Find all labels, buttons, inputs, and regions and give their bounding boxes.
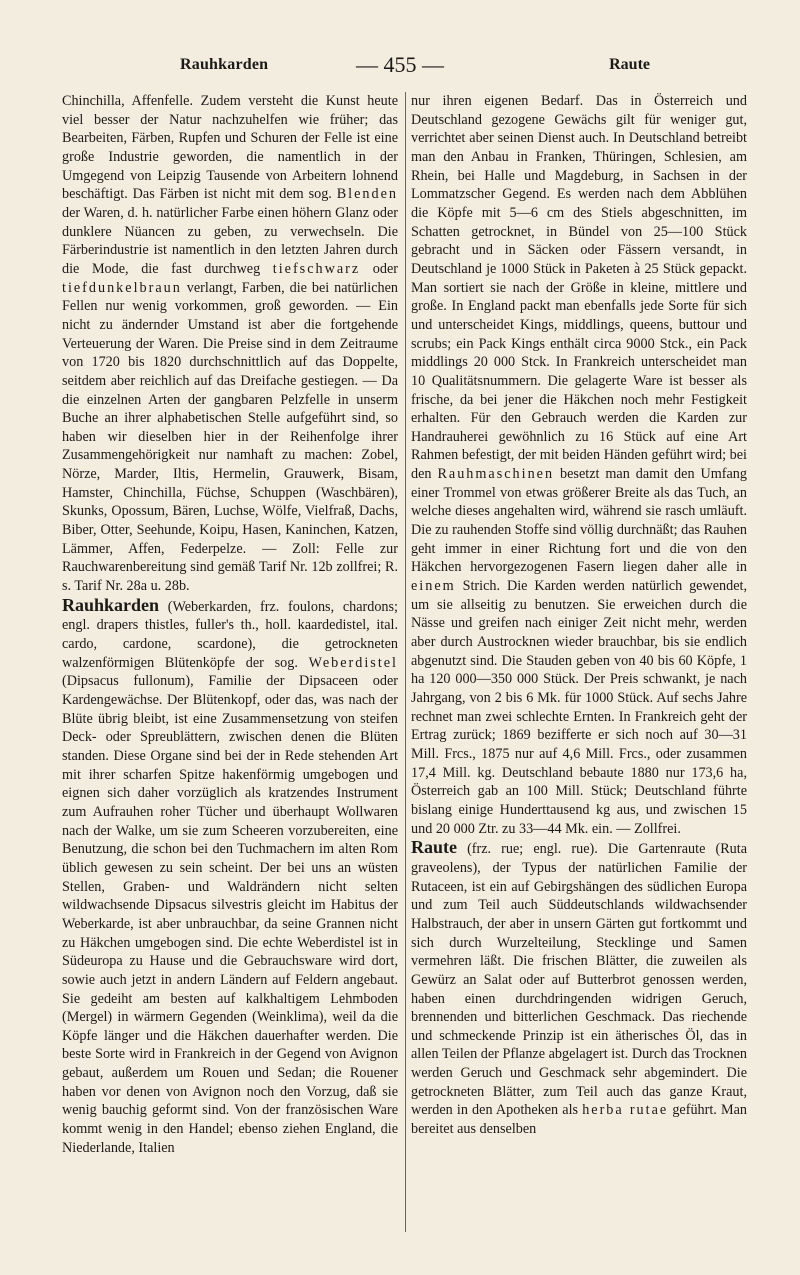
running-header [60, 52, 740, 80]
text-run: (frz. rue; engl. rue). Die Gartenraute (Ruta graveolens), der Typus der natürlichen Familie der Rutaceen, ist ein auf Gebirgshängen des südlichen Europa und zum Teil auch Süddeutschlands wildwachsender Halbstrauch, der aber in unsern Gärten gut fortkommt und sich durch Wurzelteilung, Stecklinge und Samen vermehren läßt. Die frischen Blätter, die zuweilen als Gewürz an Salat oder auf Butterbrot genossen werden, haben einen durchdringenden widrigen Geruch, brennenden und bitterlichen Geschmack. Das riechende und schmeckende Prinzip ist ein ätherisches Öl, das in allen Teilen der Pflanze abgelagert ist. Durch das Trocknen werden Geruch und Geschmack sehr abgemindert. Die getrockneten Blätter, zum Teil auch das ganze Kraut, werden in den Apotheken als [411, 841, 747, 1119]
right-column [411, 92, 747, 1242]
text-run: Strich. Die Karden werden natürlich gewendet, um sie allseitig zu benutzen. Sie erweichen durch die Nässe und greifen nach einiger Zeit nicht mehr, werden aber durch Austrocknen wieder brauchbar, bis sie endlich abgenutzt sind. Die Stauden geben von 40 bis 60 Köpfe, 1 ha 120 000—350 000 Stück. Der Preis schwankt, je nach Jahrgang, von 2 bis 6 Mk. für 1000 Stück. Auf sechs Jahre rechnet man zwei schlechte Ernten. In Frankreich geht der Ertrag zurück; 1869 bezifferte er sich noch auf 30—31 Mill. Frcs., 1875 nur auf 4,6 Mill. Frcs., oder zusammen 17,4 Mill. kg. Deutschland bebaute 1880 nur 173,6 ha, Österreich gab an 100 Mill. Stück; Deutschland führte bislang einige Hunderttausend kg aus, und zwischen 15 und 20 000 Ztr. zu 33—44 Mk. ein. — Zollfrei. [411, 578, 747, 837]
paragraph-pelzwaren-continued [62, 92, 398, 596]
entry-headword: Rauhkarden [62, 594, 160, 615]
page-number: — 455 — [356, 52, 444, 77]
text-run: der Waren, d. h. natürlicher Farbe einen höhern Glanz oder dunklere Nüancen zu geben, zu verwechseln. Die Färberindustrie ist namentlich in den letzten Jahren durch die Mode, die fast durchweg [62, 204, 398, 277]
left-column [62, 92, 398, 1242]
spaced-term: einem [411, 578, 456, 595]
text-run: geführt. Man bereitet aus denselben [411, 1102, 747, 1138]
spaced-term: Weberdistel [308, 654, 398, 671]
text-run: nur ihren eigenen Bedarf. Das in Österreich und Deutschland gezogene Gewächs gilt für weniger gut, verrichtet aber seinen Dienst auch. In Deutschland betreibt man den Anbau in Franken, Thüringen, Schlesien, am Rhein, bei Halle und Magdeburg, in Sachsen in der Lommatzscher Gegend. Es werden nach dem Abblühen die Köpfe mit 5—6 cm des Stiels abgeschnitten, im Schatten getrocknet, in Bündel von 25—100 Stück gebracht und in Säcken oder Fässern versandt, in Deutschland je 1000 Stück in Paketen à 25 Stück gepackt. Man sortiert sie nach der Größe in kleine, mittlere und große. In England packt man ebenfalls jede Sorte für sich und unterscheidet Kings, middlings, queens, buttour und scrubs; ein Pack Kings enthält circa 9000 Stck., ein Pack middlings 20 000 Stck. In Frankreich unterscheidet man 10 Qualitätsnummern. Die gelagerte Ware ist besser als frische, da bei jener die Häkchen noch mehr Festigkeit erhalten. Für den Gebrauch werden die Karden zur Handrauherei gewöhnlich zu 16 Stück auf eine Art Rahmen befestigt, der mit beiden Händen geführt wird; bei den [411, 93, 747, 483]
column-divider [405, 92, 406, 1232]
paragraph-rauhkarden-continued [411, 92, 747, 838]
header-right-keyword: Raute [609, 56, 650, 73]
text-run: (Weberkarden, frz. foulons, chardons; engl. drapers thistles, fuller's th., holl. kaardedistel, ital. cardo, cardone, scardone), die getrockneten walzenförmigen Blütenköpfe der sog. [62, 598, 398, 671]
text-run: Chinchilla, Affenfelle. Zudem versteht die Kunst heute viel besser der Natur nachzuhelfen wie früher; das Bearbeiten, Färben, Rupfen und Schuren der Felle ist eine große Industrie geworden, die namentlich in der Umgegend von Leipzig Tausende von Arbeitern lohnend beschäftigt. Das Färben ist nicht mit dem sog. [62, 93, 398, 203]
entry-headword: Raute [411, 837, 457, 858]
spaced-term: tiefschwarz [272, 260, 361, 277]
entry-rauhkarden [62, 596, 398, 1158]
header-left-keyword: Rauhkarden [180, 56, 269, 73]
spaced-term: herba rutae [582, 1102, 669, 1119]
text-run: oder [360, 260, 398, 277]
entry-raute [411, 838, 747, 1139]
text-run: (Dipsacus fullonum), Familie der Dipsaceen oder Kardengewächse. Der Blütenkopf, oder das, was nach der Blüte übrig bleibt, ist eine Zusammensetzung von steifen Deck- oder Spreublättern, zwischen denen die Blüten standen. Diese Organe sind bei der in Rede stehenden Art mit ihrer scharfen Spitze hakenförmig umgebogen und eignen sich daher vorzüglich als kratzendes Instrument zum Aufrauhen roher Tücher und überhaupt Wollwaren nach der Walke, um sie zum Scheeren vorzubereiten, eine Benutzung, die schon bei den Tuchmachern im alten Rom üblich gewesen zu sein scheint. Der bei uns an wüsten Stellen, Graben- und Waldrändern nicht selten wildwachsende Dipsacus silvestris gleicht im Habitus der Weberkarde, ist aber unbrauchbar, da seine Grannen nicht zu Häkchen umgebogen sind. Die echte Weberdistel ist in Südeuropa zu Hause und die Gebrauchsware wird dort, sowie auch jetzt in andern Ländern auf Feldern angebaut. Sie gedeiht am besten auf kalkhaltigem Lehmboden (Mergel) in wärmern Gegenden (Weinklima), weil da die Köpfe länger und die Häkchen dauerhafter werden. Die beste Sorte wird in Frankreich in der Gegend von Avignon gebaut, außerdem um Rouen und Sedan; die Rouener haben vor denen von Avignon noch den Vorzug, daß sie wenig bauchig geformt sind. Von der französischen Ware kommt wenig in den Handel; ebenso ziehen England, die Niederlande, Italien [62, 673, 398, 1156]
text-run: verlangt, Farben, die bei natürlichen Fellen nur wenig vorkommen, groß geworden. — Ein nicht zu ändernder Umstand ist aber die fortgehende Verteuerung der Waren. Die Preise sind in dem Zeitraume von 1720 bis 1820 durchschnittlich auf das Doppelte, seitdem aber reichlich auf das Dreifache gestiegen. — Da die einzelnen Arten der gangbaren Pelzfelle in unserm Buche an ihrer alphabetischen Stelle aufgeführt sind, so haben wir dieselben hier in der Reihenfolge ihrer Zusammengehörigkeit nur namhaft zu machen: Zobel, Nörze, Marder, Iltis, Hermelin, Grauwerk, Bisam, Hamster, Chinchilla, Füchse, Schuppen (Waschbären), Skunks, Opossum, Bären, Luchse, Wölfe, Vielfraß, Dachs, Biber, Otter, Seehunde, Koipu, Hasen, Kaninchen, Katzen, Lämmer, Affen, Federpelze. — Zoll: Felle zur Rauchwarenbereitung sind gemäß Tarif Nr. 12b zollfrei; R. s. Tarif Nr. 28a u. 28b. [62, 279, 398, 595]
spaced-term: tiefdunkelbraun [62, 279, 182, 296]
text-run: besetzt man damit den Umfang einer Trommel von etwas größerer Breite als das Tuch, an welche dieses angehalten wird, während sie rasch umläuft. Die zu rauhenden Stoffe sind völlig durchnäßt; das Rauhen geht immer in einer Richtung fort und die von den Häkchen hervorgezogenen Fasern liegen daher alle in [411, 466, 747, 576]
spaced-term: Blenden [336, 186, 398, 203]
spaced-term: Rauhmaschinen [437, 466, 555, 483]
